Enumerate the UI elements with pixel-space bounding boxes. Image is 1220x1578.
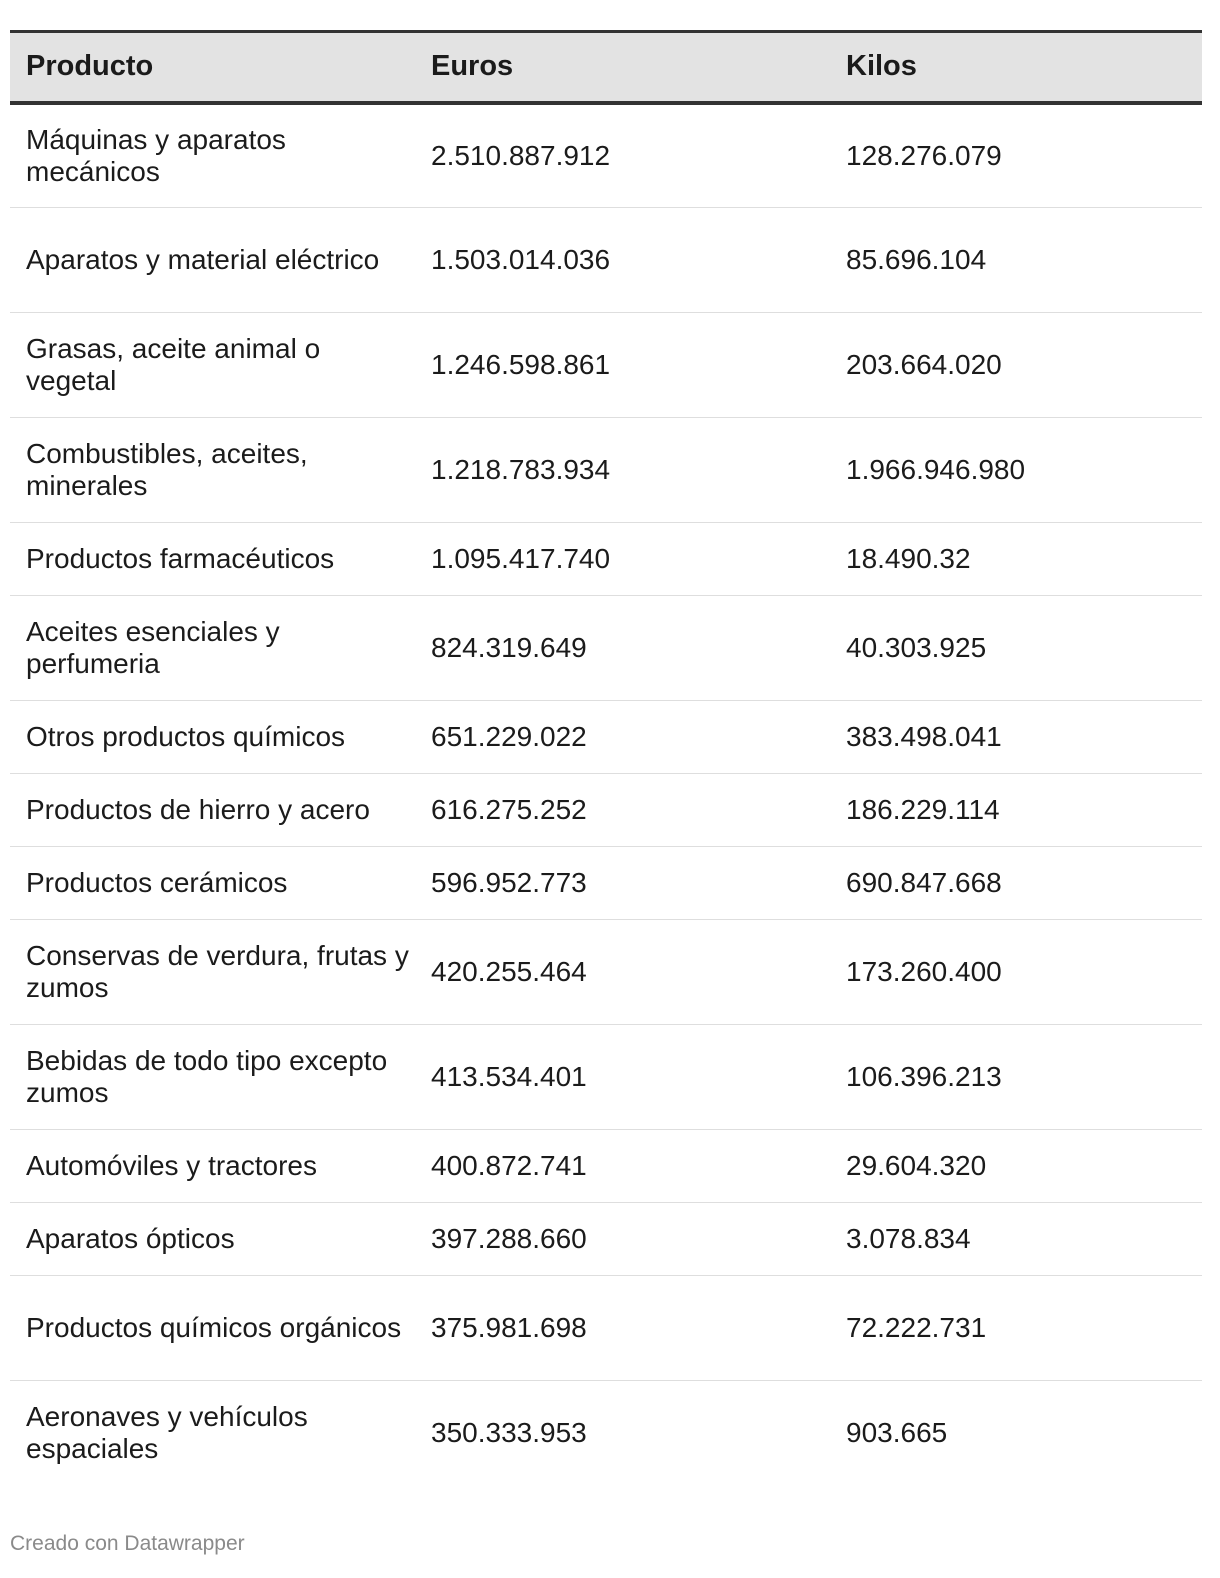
table-row	[10, 313, 1202, 418]
cell-euros: 651.229.022	[415, 701, 830, 774]
table-row	[10, 1276, 1202, 1381]
cell-euros: 420.255.464	[415, 920, 830, 1025]
column-header-producto[interactable]: Producto	[10, 32, 415, 103]
cell-kilos: 186.229.114	[830, 774, 1202, 847]
cell-euros: 375.981.698	[415, 1276, 830, 1381]
cell-kilos: 72.222.731	[830, 1276, 1202, 1381]
table-row	[10, 523, 1202, 596]
cell-euros: 596.952.773	[415, 847, 830, 920]
cell-euros: 824.319.649	[415, 596, 830, 701]
table-row	[10, 1381, 1202, 1486]
cell-producto: Automóviles y tractores	[10, 1130, 415, 1203]
cell-euros: 397.288.660	[415, 1203, 830, 1276]
cell-producto: Bebidas de todo tipo excepto zumos	[10, 1025, 415, 1130]
table-body	[10, 103, 1202, 1486]
table-row	[10, 701, 1202, 774]
header-row	[10, 32, 1202, 103]
cell-producto: Aparatos y material eléctrico	[10, 208, 415, 313]
cell-euros: 413.534.401	[415, 1025, 830, 1130]
cell-producto: Productos farmacéuticos	[10, 523, 415, 596]
cell-kilos: 18.490.32	[830, 523, 1202, 596]
table-row	[10, 774, 1202, 847]
table-row	[10, 1203, 1202, 1276]
cell-kilos: 3.078.834	[830, 1203, 1202, 1276]
cell-kilos: 29.604.320	[830, 1130, 1202, 1203]
cell-kilos: 40.303.925	[830, 596, 1202, 701]
cell-euros: 2.510.887.912	[415, 103, 830, 208]
table-row	[10, 1130, 1202, 1203]
column-header-euros[interactable]: Euros	[415, 32, 830, 103]
cell-producto: Productos de hierro y acero	[10, 774, 415, 847]
table-row	[10, 418, 1202, 523]
table-row	[10, 920, 1202, 1025]
cell-producto: Grasas, aceite animal o vegetal	[10, 313, 415, 418]
table-row	[10, 208, 1202, 313]
cell-kilos: 1.966.946.980	[830, 418, 1202, 523]
table-row	[10, 596, 1202, 701]
cell-euros: 400.872.741	[415, 1130, 830, 1203]
cell-producto: Otros productos químicos	[10, 701, 415, 774]
table-row	[10, 1025, 1202, 1130]
cell-producto: Productos cerámicos	[10, 847, 415, 920]
cell-euros: 1.218.783.934	[415, 418, 830, 523]
cell-producto: Aeronaves y vehículos espaciales	[26, 1401, 308, 1465]
cell-euros: 1.503.014.036	[415, 208, 830, 313]
table-row	[10, 847, 1202, 920]
cell-euros: 1.246.598.861	[415, 313, 830, 418]
cell-producto: Máquinas y aparatos mecánicos	[10, 103, 415, 208]
cell-producto: Aceites esenciales y perfumeria	[10, 596, 415, 701]
cell-producto: Aparatos ópticos	[10, 1203, 415, 1276]
cell-producto: Combustibles, aceites, minerales	[10, 418, 415, 523]
cell-kilos: 383.498.041	[830, 701, 1202, 774]
cell-kilos: 106.396.213	[830, 1025, 1202, 1130]
cell-kilos: 128.276.079	[830, 103, 1202, 208]
cell-producto: Productos químicos orgánicos	[10, 1276, 415, 1381]
cell-euros: 350.333.953	[431, 1417, 587, 1449]
table-header	[10, 32, 1202, 103]
cell-kilos: 903.665	[846, 1417, 948, 1449]
cell-kilos: 85.696.104	[830, 208, 1202, 313]
cell-euros: 616.275.252	[415, 774, 830, 847]
data-table-container	[10, 30, 1202, 1486]
datawrapper-credit-link[interactable]: Creado con Datawrapper	[10, 1532, 245, 1555]
table-row	[10, 103, 1202, 208]
column-header-kilos[interactable]: Kilos	[830, 32, 1202, 103]
cell-kilos: 690.847.668	[830, 847, 1202, 920]
cell-euros: 1.095.417.740	[415, 523, 830, 596]
cell-kilos: 203.664.020	[830, 313, 1202, 418]
cell-kilos: 173.260.400	[830, 920, 1202, 1025]
cell-producto: Conservas de verdura, frutas y zumos	[10, 920, 415, 1025]
products-table	[10, 30, 1202, 1486]
